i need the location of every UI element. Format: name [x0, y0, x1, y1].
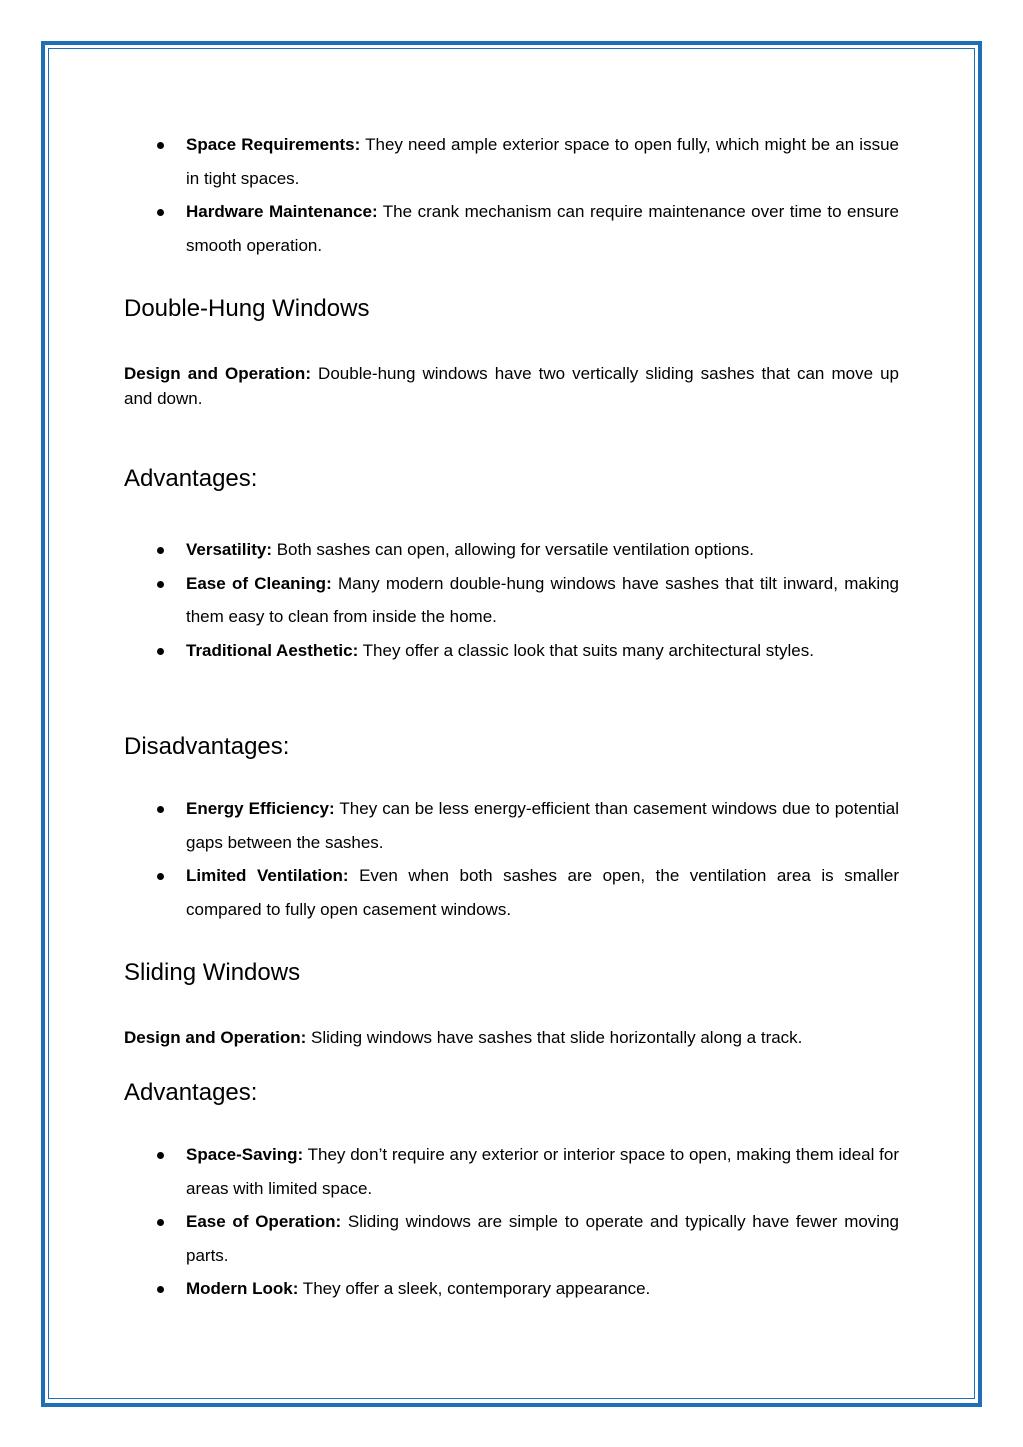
item-text: They offer a sleek, contemporary appearance.	[298, 1279, 651, 1298]
bullet-icon	[157, 806, 164, 813]
item-text: Even when both sashes are open, the ventilation area is smaller compared to fully open casement windows.	[186, 866, 899, 919]
bullet-icon	[157, 648, 164, 655]
item-term: Energy Efficiency:	[186, 799, 335, 818]
bullet-icon	[157, 142, 164, 149]
double-hung-design-paragraph	[124, 361, 899, 411]
list-item	[124, 634, 899, 668]
item-term: Traditional Aesthetic:	[186, 640, 359, 660]
list-item	[124, 792, 899, 859]
list-item	[124, 195, 899, 262]
item-text: The crank mechanism can require maintenance over time to ensure smooth operation.	[186, 202, 899, 255]
item-term: Versatility:	[186, 540, 272, 559]
item-term: Ease of Operation:	[186, 1212, 342, 1231]
sliding-design-paragraph	[124, 1025, 899, 1050]
item-term: Hardware Maintenance:	[186, 202, 378, 221]
bullet-icon	[157, 1219, 164, 1226]
disadvantages-heading: Disadvantages:	[124, 733, 290, 760]
item-text: They can be less energy-efficient than casement windows due to potential gaps between the sashes.	[186, 799, 899, 852]
bullet-icon	[157, 209, 164, 216]
list-item	[124, 1205, 899, 1272]
casement-disadvantages-list	[124, 128, 899, 262]
item-text: They don’t require any exterior or interior space to open, making them ideal for areas with limited space.	[186, 1145, 899, 1198]
sliding-advantages-list	[124, 1138, 899, 1306]
list-item	[124, 533, 899, 567]
item-text: Many modern double-hung windows have sashes that tilt inward, making them easy to clean from inside the home.	[186, 573, 900, 626]
double-hung-advantages-list	[124, 533, 899, 667]
bullet-icon	[157, 1286, 164, 1293]
item-term: Space-Saving:	[186, 1145, 304, 1164]
list-item	[124, 1272, 899, 1306]
bullet-icon	[157, 581, 164, 588]
list-item	[124, 859, 899, 926]
section-heading-sliding: Sliding Windows	[124, 959, 301, 986]
advantages-heading: Advantages:	[124, 465, 258, 492]
advantages-heading: Advantages:	[124, 1079, 258, 1106]
design-text: Sliding windows have sashes that slide horizontally along a track.	[306, 1028, 803, 1047]
list-item	[124, 128, 899, 195]
item-text: They offer a classic look that suits many architectural styles.	[358, 640, 814, 660]
item-text: Both sashes can open, allowing for versatile ventilation options.	[272, 540, 754, 559]
design-text: Double-hung windows have two vertically sliding sashes that can move up and down.	[124, 364, 899, 408]
item-term: Space Requirements:	[186, 135, 361, 154]
item-term: Modern Look:	[186, 1279, 299, 1298]
design-term: Design and Operation:	[124, 364, 311, 383]
bullet-icon	[157, 547, 164, 554]
item-text: They need ample exterior space to open fully, which might be an issue in tight spaces.	[186, 135, 899, 188]
item-term: Ease of Cleaning:	[186, 573, 332, 593]
list-item	[124, 567, 899, 634]
item-text: Sliding windows are simple to operate and typically have fewer moving parts.	[186, 1212, 899, 1265]
list-item	[124, 1138, 899, 1205]
item-term: Limited Ventilation:	[186, 866, 349, 885]
section-heading-double-hung: Double-Hung Windows	[124, 295, 370, 322]
double-hung-disadvantages-list	[124, 792, 899, 926]
bullet-icon	[157, 1152, 164, 1159]
design-term: Design and Operation:	[124, 1028, 307, 1047]
bullet-icon	[157, 873, 164, 880]
